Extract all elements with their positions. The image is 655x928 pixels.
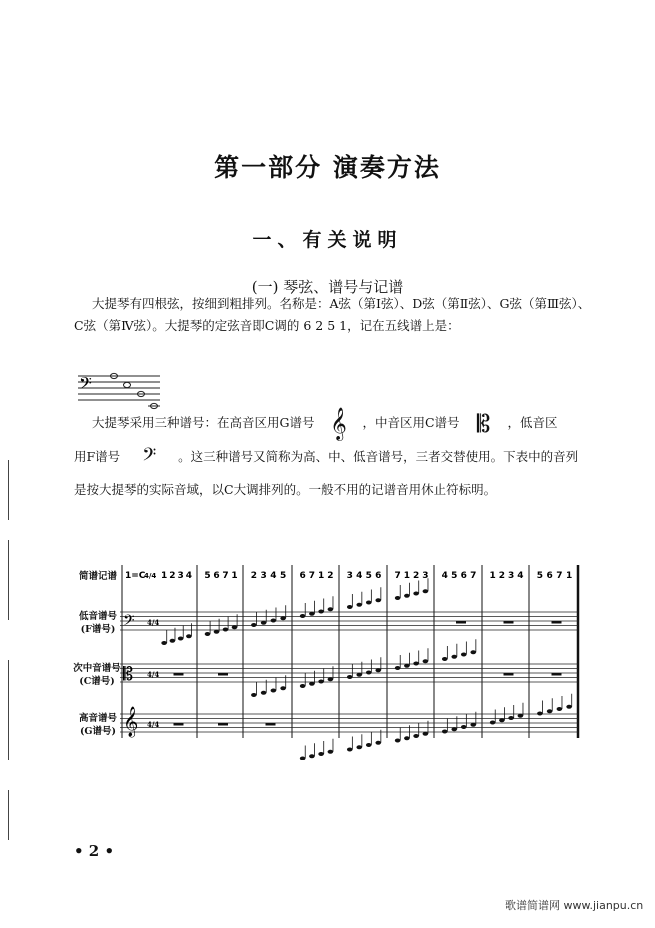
range-table-score xyxy=(120,560,585,760)
note-head xyxy=(318,752,324,756)
treble-clef-icon: 𝄞 xyxy=(330,406,347,440)
note-head xyxy=(404,594,410,598)
whole-rest xyxy=(456,621,466,624)
note-head xyxy=(461,653,467,657)
row-label-bass xyxy=(74,610,122,636)
row-label-alto xyxy=(70,662,124,688)
note-head xyxy=(404,736,410,740)
label: 高音谱号 xyxy=(78,713,117,724)
time-signature: 4/4 xyxy=(147,670,160,679)
time-signature: 4/4 xyxy=(147,618,160,627)
clef-icon: 𝄡 xyxy=(123,664,134,685)
note-head xyxy=(470,723,476,727)
watermark: 歌谱简谱网 www.jianpu.cn xyxy=(505,899,644,912)
note-head xyxy=(280,686,286,690)
note-head xyxy=(356,603,362,607)
note-head xyxy=(537,712,543,716)
note-head xyxy=(461,725,467,729)
note-head xyxy=(404,664,410,668)
note-head xyxy=(328,677,334,681)
jianpu-note: 5 xyxy=(536,571,544,581)
note-head xyxy=(261,621,267,625)
whole-rest xyxy=(218,723,228,726)
note-head xyxy=(271,689,277,693)
scan-mark xyxy=(8,460,9,520)
whole-rest xyxy=(218,673,228,676)
bass-clef-icon: 𝄢 xyxy=(142,444,157,470)
note-head xyxy=(366,601,372,605)
note-head xyxy=(223,628,229,632)
note-head xyxy=(395,739,401,743)
note-head xyxy=(423,732,429,736)
note-head xyxy=(566,705,572,709)
note-head xyxy=(413,592,419,596)
jianpu-note: 1 xyxy=(489,571,496,581)
jianpu-note: 2 xyxy=(250,571,258,581)
note-head xyxy=(205,632,211,636)
jianpu-note: 7 xyxy=(470,571,477,581)
note-head xyxy=(366,671,372,675)
note-head xyxy=(347,605,353,609)
note-head xyxy=(309,612,315,616)
scan-mark xyxy=(8,790,9,840)
jianpu-note: 3 xyxy=(177,571,184,581)
scan-mark xyxy=(8,540,9,620)
clef-icon: 𝄞 xyxy=(123,707,139,737)
note-head xyxy=(508,716,514,720)
note-head xyxy=(423,589,429,593)
note-head xyxy=(232,625,238,629)
label: (G谱号) xyxy=(79,726,117,737)
jianpu-note: 1 xyxy=(403,571,411,581)
note-head xyxy=(356,673,362,677)
note-head xyxy=(300,684,306,688)
note-head xyxy=(251,623,257,627)
jianpu-note: 3 xyxy=(507,571,515,581)
jianpu-note: 6 xyxy=(213,571,220,581)
jianpu-note: 1 xyxy=(317,571,325,581)
jianpu-note: 7 xyxy=(556,571,563,581)
text: ，低音区 xyxy=(507,415,558,430)
note-head xyxy=(161,641,167,645)
jianpu-key: 1=C xyxy=(125,571,146,581)
note-head xyxy=(318,610,324,614)
note-head xyxy=(499,718,505,722)
time-signature: 4/4 xyxy=(147,720,160,729)
paragraph-strings: 大提琴有四根弦，按细到粗排列。名称是：A弦（第Ⅰ弦）、D弦（第Ⅱ弦）、G弦（第Ⅲ弦）、C弦（第Ⅳ弦）。大提琴的定弦音即C调的 6 2 5 1，记在五线谱上是： xyxy=(74,296,591,333)
note-head xyxy=(186,634,192,638)
note-head xyxy=(423,659,429,663)
jianpu-note: 3 xyxy=(260,571,267,581)
note-head xyxy=(300,614,306,618)
jianpu-note: 3 xyxy=(346,571,353,581)
note-head xyxy=(280,616,286,620)
note-head xyxy=(442,657,448,661)
whole-rest xyxy=(504,673,514,676)
note-head xyxy=(271,619,277,623)
jianpu-note: 6 xyxy=(460,571,467,581)
note-head xyxy=(366,743,372,747)
note-head xyxy=(328,750,334,754)
paragraph-clefs-line3: 是按大提琴的实际音域，以C大调排列的。一般不用的记谱音用休止符标明。 xyxy=(74,482,497,497)
jianpu-note: 4 xyxy=(517,571,524,581)
jianpu-note: 5 xyxy=(451,571,458,581)
label: 低音谱号 xyxy=(78,611,117,622)
jianpu-note: 6 xyxy=(299,571,306,581)
label: (C谱号) xyxy=(79,676,115,687)
jianpu-note: 5 xyxy=(204,571,211,581)
jianpu-time: 4/4 xyxy=(144,572,157,580)
note-head xyxy=(300,757,306,761)
jianpu-note: 6 xyxy=(375,571,382,581)
text: 大提琴采用三种谱号：在高音区用G谱号 xyxy=(92,415,315,430)
row-label-jianpu: 简谱记谱 xyxy=(78,571,117,582)
section-heading: 一、有关说明 xyxy=(252,229,403,251)
note-head xyxy=(178,637,184,641)
clef-icon: 𝄢 xyxy=(123,612,135,633)
page-number: • 2 • xyxy=(74,842,115,860)
jianpu-note: 4 xyxy=(185,571,193,581)
note-head xyxy=(261,691,267,695)
note-head xyxy=(170,639,176,643)
note-head xyxy=(318,680,324,684)
jianpu-note: 5 xyxy=(279,571,287,581)
label: (F谱号) xyxy=(80,624,116,635)
note-head xyxy=(470,650,476,654)
note-head xyxy=(375,598,381,602)
c-clef-icon: 𝄡 xyxy=(476,409,491,438)
jianpu-note: 2 xyxy=(412,571,420,581)
note-head xyxy=(309,682,315,686)
jianpu-note: 1 xyxy=(160,571,168,581)
note-head xyxy=(451,655,457,659)
whole-rest xyxy=(504,621,514,624)
note-head xyxy=(328,607,334,611)
note-head xyxy=(356,745,362,749)
open-strings-staff xyxy=(74,370,164,410)
text: ，中音区用C谱号 xyxy=(362,415,460,430)
note-head xyxy=(375,741,381,745)
note-head xyxy=(518,714,524,718)
whole-rest xyxy=(552,673,562,676)
note-head xyxy=(251,693,257,697)
jianpu-note: 7 xyxy=(394,571,401,581)
jianpu-note: 7 xyxy=(308,571,316,581)
row-label-treble xyxy=(74,712,122,738)
jianpu-note: 4 xyxy=(270,571,277,581)
whole-rest xyxy=(552,621,562,624)
jianpu-note: 7 xyxy=(222,571,229,581)
jianpu-note: 4 xyxy=(356,571,363,581)
paragraph-clefs-line1 xyxy=(92,406,558,440)
jianpu-note: 1 xyxy=(565,571,573,581)
note-head xyxy=(451,727,457,731)
note-head xyxy=(490,721,496,725)
note-head xyxy=(309,754,315,758)
whole-rest xyxy=(266,723,276,726)
note-head xyxy=(347,675,353,679)
jianpu-note: 2 xyxy=(169,571,176,581)
note-head xyxy=(214,630,220,634)
note-head xyxy=(375,668,381,672)
note-head xyxy=(395,666,401,670)
jianpu-note: 3 xyxy=(422,571,429,581)
whole-rest xyxy=(174,673,184,676)
note-head xyxy=(547,709,553,713)
whole-rest xyxy=(174,723,184,726)
bass-clef-icon: 𝄢 xyxy=(79,373,92,397)
jianpu-note: 6 xyxy=(546,571,553,581)
jianpu-note: 5 xyxy=(365,571,372,581)
note-head xyxy=(557,707,563,711)
page-title: 第一部分 演奏方法 xyxy=(214,153,441,182)
note-head xyxy=(413,734,419,738)
paragraph-clefs-line2 xyxy=(74,446,578,469)
jianpu-note: 1 xyxy=(231,571,238,581)
text: 。这三种谱号又简称为高、中、低音谱号，三者交替使用。下表中的音列 xyxy=(178,449,579,464)
scan-mark xyxy=(8,660,9,760)
note-head xyxy=(347,748,353,752)
note-head xyxy=(442,730,448,734)
subsection-heading: (一) 琴弦、谱号与记谱 xyxy=(251,278,404,296)
note-head xyxy=(413,662,419,666)
jianpu-note: 2 xyxy=(327,571,334,581)
note-head xyxy=(395,596,401,600)
label: 次中音谱号 xyxy=(73,663,121,674)
jianpu-note: 4 xyxy=(441,571,448,581)
text: 用F谱号 xyxy=(74,449,121,464)
jianpu-note: 2 xyxy=(498,571,506,581)
